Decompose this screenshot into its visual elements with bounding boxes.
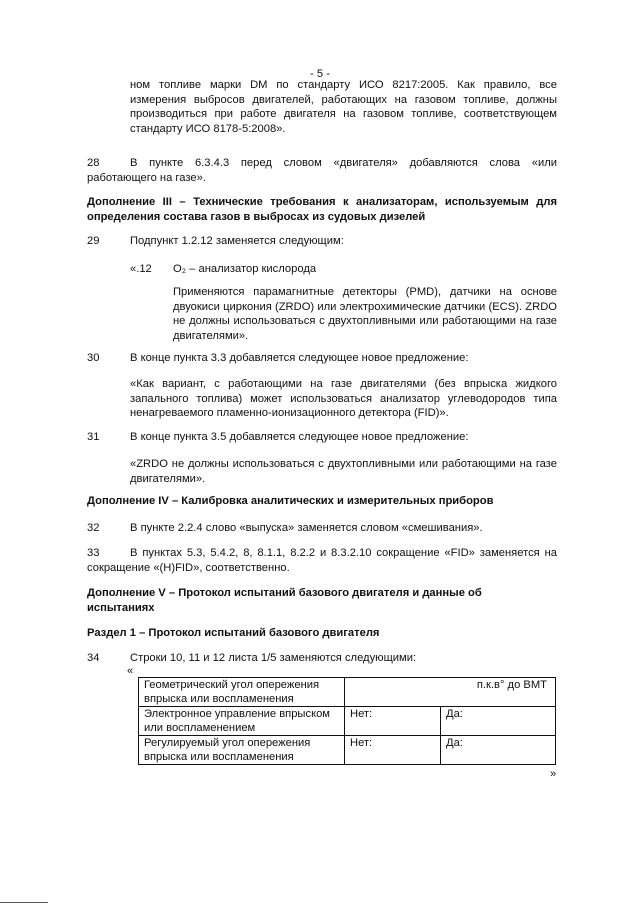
engine-parameters-table <box>138 677 556 765</box>
item-28-number: 28 <box>87 157 100 169</box>
item-32-text: В пункте 2.2.4 слово «выпуска» заменяется словом «смешивания». <box>130 522 483 534</box>
section-1-heading: Раздел 1 – Протокол испытаний базового двигателя <box>87 627 380 639</box>
table-cell-value: п.к.в° до ВМТ <box>345 678 556 707</box>
item-29-number: 29 <box>87 235 100 247</box>
item-29-sub-text: Применяются парамагнитные детекторы (PMD), датчики на основе двуокиси циркония (ZRDO) или электрохимические датчики (ECS). ZRDO не должны использоваться с двухтопливными или работающими на газе двигателями». <box>173 286 557 342</box>
item-28-text: В пункте 6.3.4.3 перед словом «двигателя» добавляются слова «или работающего на газе». <box>87 157 557 184</box>
item-31-text: В конце пункта 3.5 добавляется следующее новое предложение: <box>130 431 469 443</box>
item-34-number: 34 <box>87 652 100 664</box>
item-33-text: В пунктах 5.3, 5.4.2, 8, 8.1.1, 8.2.2 и 8.3.2.10 сокращение «FID» заменяется на сокращение «(H)FID», соответственно. <box>87 547 557 574</box>
item-29-sub-title: O₂ – анализатор кислорода <box>173 263 317 275</box>
annex-4-heading: Дополнение IV – Калибровка аналитических и измерительных приборов <box>87 495 494 507</box>
table-row-label: Электронное управление впрыском или воспламенением <box>139 707 345 736</box>
annex-5-heading: Дополнение V – Протокол испытаний базового двигателя и данные об испытаниях <box>87 587 482 614</box>
item-30-text: В конце пункта 3.3 добавляется следующее новое предложение: <box>130 352 469 364</box>
table-row <box>139 678 556 707</box>
item-33-number: 33 <box>87 547 100 559</box>
annex-3-heading: Дополнение III – Технические требования к анализаторам, используемым для определения состава газов в выбросах из судовых дизелей <box>87 196 557 223</box>
item-32-number: 32 <box>87 522 100 534</box>
table-close-quote: » <box>550 768 557 780</box>
table-cell-yes: Да: <box>441 707 556 736</box>
table-open-quote: « <box>127 665 134 677</box>
page-number: - 5 - <box>310 68 330 80</box>
item-34-text: Строки 10, 11 и 12 листа 1/5 заменяются следующими: <box>130 652 417 664</box>
table-cell-no: Нет: <box>345 736 441 765</box>
table-cell-no: Нет: <box>345 707 441 736</box>
table-row-label: Регулируемый угол опережения впрыска или воспламенения <box>139 736 345 765</box>
item-29-text: Подпункт 1.2.12 заменяется следующим: <box>130 235 344 247</box>
item-29-sub-number: «.12 <box>130 263 152 275</box>
item-31-quote: «ZRDO не должны использоваться с двухтопливными или работающими на газе двигателями». <box>130 458 557 485</box>
table-row-label: Геометрический угол опережения впрыска или воспламенения <box>139 678 345 707</box>
intro-paragraph: ном топливе марки DM по стандарту ИСО 8217:2005. Как правило, все измерения выбросов двигателей, работающих на газовом топливе, должны производиться при работе двигателя на газовом топливе, соответствующем стандарту ИСО 8178-5:2008». <box>130 79 557 135</box>
page-edge-line <box>0 902 48 903</box>
table-row <box>139 736 556 765</box>
item-30-number: 30 <box>87 352 100 364</box>
item-31-number: 31 <box>87 431 100 443</box>
table-cell-yes: Да: <box>441 736 556 765</box>
table-row <box>139 707 556 736</box>
item-30-quote: «Как вариант, с работающими на газе двигателями (без впрыска жидкого запального топлива) может использоваться анализатор углеводородов типа ненагреваемого пламенно-ионизационного детектора (FID)». <box>130 378 557 420</box>
